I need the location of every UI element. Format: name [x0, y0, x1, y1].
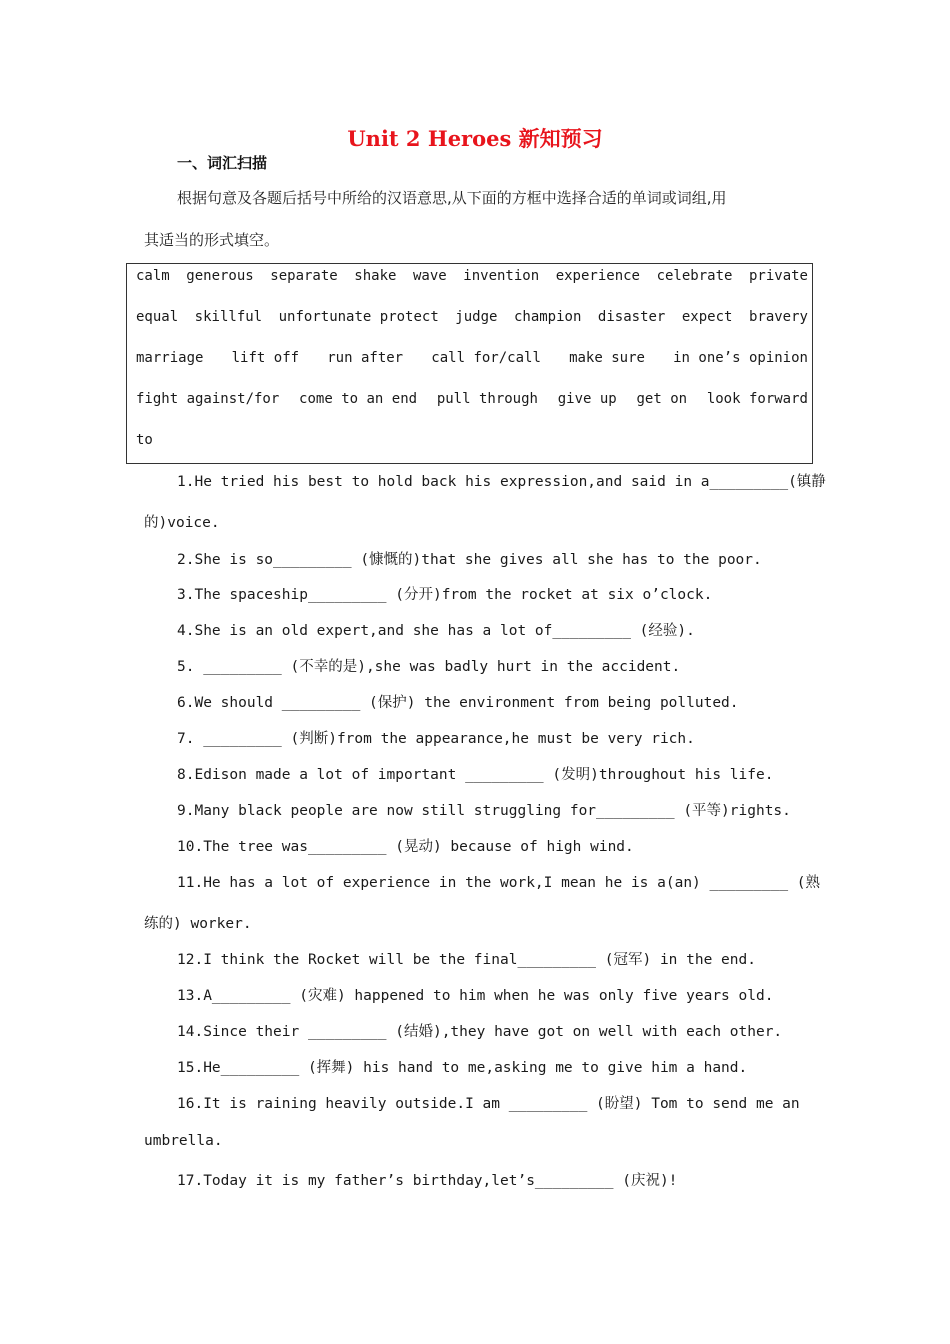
word-item: expect [681, 309, 733, 325]
question-3: 3.The spaceship_________ (分开)from the rocket at six o’clock. [177, 587, 713, 603]
word-item: in one’s opinion [673, 350, 808, 366]
question-text: 16.It is raining heavily outside.I am _________ (盼望) Tom to send me an [177, 1096, 800, 1112]
word-item: look forward [706, 391, 808, 407]
question-11-continuation: 练的) worker. [144, 916, 252, 932]
question-16-continuation: umbrella. [144, 1133, 223, 1149]
word-item: make sure [569, 350, 645, 366]
question-5: 5. _________ (不幸的是),she was badly hurt in the accident. [177, 659, 681, 675]
word-box-row [136, 309, 808, 325]
question-14: 14.Since their _________ (结婚),they have got on well with each other. [177, 1024, 783, 1040]
word-item: disaster [597, 309, 666, 325]
question-2: 2.She is so_________ (慷慨的)that she gives all she has to the poor. [177, 552, 762, 568]
word-box-row [136, 391, 808, 407]
question-8: 8.Edison made a lot of important _________ (发明)throughout his life. [177, 767, 774, 783]
word-item: marriage [136, 350, 204, 366]
word-item: calm [136, 268, 170, 284]
word-item: call for/call [431, 350, 541, 366]
instructions-line-1: 根据句意及各题后括号中所给的汉语意思,从下面的方框中选择合适的单词或词组,用 [177, 189, 727, 207]
word-item: to [136, 432, 153, 448]
word-item: generous [186, 268, 254, 284]
word-item: unfortunate protect [278, 309, 439, 325]
word-item: give up [557, 391, 617, 407]
question-11 [177, 871, 821, 892]
word-item: celebrate [656, 268, 733, 284]
question-4: 4.She is an old expert,and she has a lot of_________ (经验). [177, 623, 695, 639]
section-heading: 一、词汇扫描 [177, 154, 268, 172]
word-item: come to an end [299, 391, 418, 407]
question-1 [177, 470, 826, 491]
page-title: Unit 2 Heroes 新知预习 [347, 126, 603, 151]
question-10: 10.The tree was_________ (晃动) because of high wind. [177, 839, 634, 855]
word-item: private [748, 268, 808, 284]
word-item: lift off [231, 350, 300, 366]
question-15: 15.He_________ (挥舞) his hand to me,asking me to give him a hand. [177, 1060, 748, 1076]
word-box-row [136, 432, 808, 448]
word-item: invention [463, 268, 540, 284]
word-item: run after [327, 350, 404, 366]
word-item: bravery [748, 309, 808, 325]
word-box-row [136, 350, 808, 366]
word-item: get on [636, 391, 688, 407]
word-item: separate [270, 268, 338, 284]
word-item: shake [354, 268, 397, 284]
word-item: experience [555, 268, 640, 284]
question-9: 9.Many black people are now still struggling for_________ (平等)rights. [177, 803, 791, 819]
word-box [126, 263, 813, 464]
question-13: 13.A_________ (灾难) happened to him when he was only five years old. [177, 988, 774, 1004]
word-item: pull through [436, 391, 538, 407]
question-text: 11.He has a lot of experience in the work,I mean he is a(an) _________ (熟 [177, 875, 821, 891]
question-12: 12.I think the Rocket will be the final_________ (冠军) in the end. [177, 952, 756, 968]
word-item: judge [455, 309, 498, 325]
word-item: equal [136, 309, 179, 325]
word-item: skillful [194, 309, 263, 325]
question-text: 1.He tried his best to hold back his expression,and said in a_________(镇静 [177, 474, 826, 490]
word-item: wave [413, 268, 447, 284]
word-box-row [136, 268, 808, 284]
word-item: champion [513, 309, 582, 325]
question-17: 17.Today it is my father’s birthday,let’s_________ (庆祝)! [177, 1173, 678, 1189]
question-16 [177, 1092, 806, 1113]
instructions-line-2: 其适当的形式填空。 [144, 231, 280, 249]
word-item: fight against/for [136, 391, 280, 407]
question-7: 7. _________ (判断)from the appearance,he must be very rich. [177, 731, 695, 747]
question-1-continuation: 的)voice. [144, 515, 220, 531]
question-6: 6.We should _________ (保护) the environment from being polluted. [177, 695, 739, 711]
